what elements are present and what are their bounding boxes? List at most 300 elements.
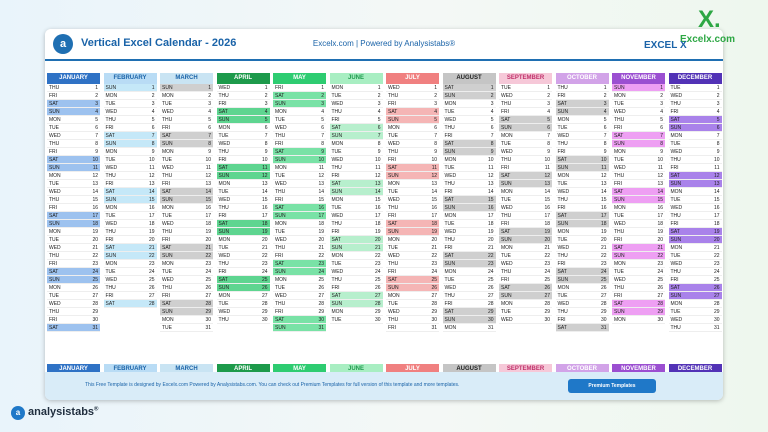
day-cell[interactable]: [217, 244, 270, 252]
day-cell[interactable]: [217, 164, 270, 172]
day-cell[interactable]: [47, 164, 100, 172]
day-cell[interactable]: [386, 188, 439, 196]
day-cell[interactable]: [330, 212, 383, 220]
day-cell[interactable]: [499, 148, 552, 156]
day-cell[interactable]: [556, 180, 609, 188]
day-cell[interactable]: [160, 164, 213, 172]
day-cell[interactable]: [330, 124, 383, 132]
day-cell[interactable]: [386, 132, 439, 140]
day-cell[interactable]: [47, 140, 100, 148]
day-cell[interactable]: [104, 204, 157, 212]
day-cell[interactable]: [443, 124, 496, 132]
day-cell[interactable]: [443, 108, 496, 116]
day-cell[interactable]: [273, 148, 326, 156]
day-cell[interactable]: [330, 156, 383, 164]
day-cell[interactable]: [386, 140, 439, 148]
day-cell[interactable]: [612, 156, 665, 164]
day-cell[interactable]: [104, 196, 157, 204]
day-cell[interactable]: [47, 236, 100, 244]
day-cell[interactable]: [217, 276, 270, 284]
day-cell[interactable]: [273, 276, 326, 284]
day-cell[interactable]: [669, 196, 722, 204]
day-cell[interactable]: [443, 172, 496, 180]
day-cell[interactable]: [273, 316, 326, 324]
day-cell[interactable]: [330, 172, 383, 180]
day-cell[interactable]: [330, 300, 383, 308]
premium-templates-button[interactable]: Premium Templates: [568, 379, 656, 393]
day-cell[interactable]: [104, 276, 157, 284]
day-cell[interactable]: [104, 84, 157, 92]
day-cell[interactable]: [556, 92, 609, 100]
day-cell[interactable]: [386, 108, 439, 116]
day-cell[interactable]: [217, 228, 270, 236]
day-cell[interactable]: [330, 116, 383, 124]
day-cell[interactable]: [217, 236, 270, 244]
day-cell[interactable]: [556, 164, 609, 172]
day-cell[interactable]: [669, 140, 722, 148]
day-cell[interactable]: [273, 308, 326, 316]
day-cell[interactable]: [104, 156, 157, 164]
day-cell[interactable]: [330, 84, 383, 92]
day-cell[interactable]: [499, 284, 552, 292]
day-cell[interactable]: [612, 196, 665, 204]
day-cell[interactable]: [330, 180, 383, 188]
day-cell[interactable]: [612, 268, 665, 276]
day-cell[interactable]: [160, 276, 213, 284]
day-cell[interactable]: [386, 220, 439, 228]
day-cell[interactable]: [330, 204, 383, 212]
day-cell[interactable]: [273, 268, 326, 276]
day-cell[interactable]: [386, 100, 439, 108]
day-cell[interactable]: [160, 172, 213, 180]
day-cell[interactable]: [330, 260, 383, 268]
day-cell[interactable]: [104, 116, 157, 124]
day-cell[interactable]: [443, 84, 496, 92]
day-cell[interactable]: [160, 324, 213, 332]
day-cell[interactable]: [499, 260, 552, 268]
day-cell[interactable]: [443, 252, 496, 260]
day-cell[interactable]: [160, 300, 213, 308]
day-cell[interactable]: [556, 236, 609, 244]
day-cell[interactable]: [217, 316, 270, 324]
day-cell[interactable]: [443, 196, 496, 204]
day-cell[interactable]: [160, 292, 213, 300]
day-cell[interactable]: [386, 268, 439, 276]
day-cell[interactable]: [443, 188, 496, 196]
day-cell[interactable]: [612, 228, 665, 236]
day-cell[interactable]: [47, 188, 100, 196]
day-cell[interactable]: [104, 188, 157, 196]
day-cell[interactable]: [499, 196, 552, 204]
day-cell[interactable]: [330, 220, 383, 228]
day-cell[interactable]: [499, 236, 552, 244]
day-cell[interactable]: [47, 180, 100, 188]
day-cell[interactable]: [273, 116, 326, 124]
day-cell[interactable]: [386, 236, 439, 244]
day-cell[interactable]: [499, 172, 552, 180]
day-cell[interactable]: [612, 212, 665, 220]
day-cell[interactable]: [273, 164, 326, 172]
day-cell[interactable]: [556, 196, 609, 204]
day-cell[interactable]: [612, 300, 665, 308]
day-cell[interactable]: [556, 260, 609, 268]
day-cell[interactable]: [386, 164, 439, 172]
day-cell[interactable]: [160, 308, 213, 316]
day-cell[interactable]: [330, 284, 383, 292]
day-cell[interactable]: [104, 140, 157, 148]
day-cell[interactable]: [556, 108, 609, 116]
day-cell[interactable]: [669, 172, 722, 180]
day-cell[interactable]: [669, 92, 722, 100]
day-cell[interactable]: [612, 252, 665, 260]
day-cell[interactable]: [612, 316, 665, 324]
day-cell[interactable]: [160, 180, 213, 188]
day-cell[interactable]: [499, 316, 552, 324]
day-cell[interactable]: [612, 84, 665, 92]
day-cell[interactable]: [612, 204, 665, 212]
day-cell[interactable]: [669, 84, 722, 92]
day-cell[interactable]: [104, 252, 157, 260]
day-cell[interactable]: [443, 268, 496, 276]
day-cell[interactable]: [160, 252, 213, 260]
day-cell[interactable]: [330, 108, 383, 116]
day-cell[interactable]: [330, 292, 383, 300]
day-cell[interactable]: [104, 172, 157, 180]
day-cell[interactable]: [443, 148, 496, 156]
day-cell[interactable]: [443, 220, 496, 228]
day-cell[interactable]: [443, 284, 496, 292]
day-cell[interactable]: [669, 292, 722, 300]
day-cell[interactable]: [104, 100, 157, 108]
day-cell[interactable]: [612, 140, 665, 148]
day-cell[interactable]: [443, 92, 496, 100]
day-cell[interactable]: [160, 260, 213, 268]
day-cell[interactable]: [47, 204, 100, 212]
day-cell[interactable]: [47, 172, 100, 180]
day-cell[interactable]: [669, 212, 722, 220]
day-cell[interactable]: [612, 276, 665, 284]
day-cell[interactable]: [669, 156, 722, 164]
day-cell[interactable]: [499, 220, 552, 228]
day-cell[interactable]: [160, 316, 213, 324]
day-cell[interactable]: [499, 292, 552, 300]
day-cell[interactable]: [556, 140, 609, 148]
day-cell[interactable]: [217, 268, 270, 276]
day-cell[interactable]: [669, 220, 722, 228]
day-cell[interactable]: [330, 164, 383, 172]
day-cell[interactable]: [217, 180, 270, 188]
day-cell[interactable]: [499, 132, 552, 140]
day-cell[interactable]: [160, 148, 213, 156]
day-cell[interactable]: [160, 244, 213, 252]
day-cell[interactable]: [273, 228, 326, 236]
day-cell[interactable]: [612, 172, 665, 180]
day-cell[interactable]: [669, 164, 722, 172]
day-cell[interactable]: [330, 268, 383, 276]
day-cell[interactable]: [160, 132, 213, 140]
day-cell[interactable]: [443, 164, 496, 172]
day-cell[interactable]: [330, 100, 383, 108]
day-cell[interactable]: [47, 212, 100, 220]
day-cell[interactable]: [612, 124, 665, 132]
day-cell[interactable]: [217, 292, 270, 300]
day-cell[interactable]: [104, 132, 157, 140]
day-cell[interactable]: [217, 124, 270, 132]
day-cell[interactable]: [47, 260, 100, 268]
day-cell[interactable]: [443, 324, 496, 332]
day-cell[interactable]: [104, 260, 157, 268]
day-cell[interactable]: [160, 84, 213, 92]
day-cell[interactable]: [217, 260, 270, 268]
day-cell[interactable]: [104, 236, 157, 244]
day-cell[interactable]: [160, 268, 213, 276]
day-cell[interactable]: [104, 220, 157, 228]
day-cell[interactable]: [217, 140, 270, 148]
day-cell[interactable]: [386, 244, 439, 252]
day-cell[interactable]: [386, 324, 439, 332]
day-cell[interactable]: [386, 124, 439, 132]
day-cell[interactable]: [273, 124, 326, 132]
day-cell[interactable]: [47, 308, 100, 316]
day-cell[interactable]: [499, 140, 552, 148]
day-cell[interactable]: [217, 108, 270, 116]
day-cell[interactable]: [104, 244, 157, 252]
day-cell[interactable]: [612, 180, 665, 188]
day-cell[interactable]: [47, 108, 100, 116]
day-cell[interactable]: [443, 316, 496, 324]
day-cell[interactable]: [669, 300, 722, 308]
day-cell[interactable]: [669, 228, 722, 236]
day-cell[interactable]: [669, 308, 722, 316]
day-cell[interactable]: [443, 204, 496, 212]
day-cell[interactable]: [556, 276, 609, 284]
day-cell[interactable]: [556, 148, 609, 156]
day-cell[interactable]: [47, 244, 100, 252]
day-cell[interactable]: [160, 228, 213, 236]
day-cell[interactable]: [669, 284, 722, 292]
day-cell[interactable]: [499, 228, 552, 236]
day-cell[interactable]: [273, 84, 326, 92]
day-cell[interactable]: [443, 308, 496, 316]
day-cell[interactable]: [556, 204, 609, 212]
day-cell[interactable]: [669, 108, 722, 116]
day-cell[interactable]: [47, 276, 100, 284]
day-cell[interactable]: [443, 260, 496, 268]
day-cell[interactable]: [556, 212, 609, 220]
day-cell[interactable]: [47, 156, 100, 164]
day-cell[interactable]: [499, 92, 552, 100]
day-cell[interactable]: [612, 260, 665, 268]
day-cell[interactable]: [669, 148, 722, 156]
day-cell[interactable]: [160, 284, 213, 292]
day-cell[interactable]: [104, 92, 157, 100]
day-cell[interactable]: [386, 276, 439, 284]
day-cell[interactable]: [104, 108, 157, 116]
day-cell[interactable]: [612, 220, 665, 228]
day-cell[interactable]: [556, 124, 609, 132]
day-cell[interactable]: [669, 180, 722, 188]
day-cell[interactable]: [104, 212, 157, 220]
day-cell[interactable]: [669, 100, 722, 108]
day-cell[interactable]: [217, 300, 270, 308]
day-cell[interactable]: [443, 212, 496, 220]
day-cell[interactable]: [330, 252, 383, 260]
day-cell[interactable]: [612, 108, 665, 116]
day-cell[interactable]: [104, 292, 157, 300]
day-cell[interactable]: [499, 308, 552, 316]
day-cell[interactable]: [669, 260, 722, 268]
day-cell[interactable]: [499, 268, 552, 276]
day-cell[interactable]: [273, 132, 326, 140]
day-cell[interactable]: [104, 148, 157, 156]
day-cell[interactable]: [217, 220, 270, 228]
day-cell[interactable]: [273, 92, 326, 100]
day-cell[interactable]: [160, 100, 213, 108]
day-cell[interactable]: [47, 300, 100, 308]
day-cell[interactable]: [217, 196, 270, 204]
day-cell[interactable]: [556, 116, 609, 124]
day-cell[interactable]: [386, 212, 439, 220]
day-cell[interactable]: [443, 180, 496, 188]
day-cell[interactable]: [104, 164, 157, 172]
day-cell[interactable]: [273, 188, 326, 196]
day-cell[interactable]: [217, 156, 270, 164]
day-cell[interactable]: [160, 156, 213, 164]
day-cell[interactable]: [330, 276, 383, 284]
day-cell[interactable]: [443, 100, 496, 108]
day-cell[interactable]: [160, 108, 213, 116]
day-cell[interactable]: [217, 116, 270, 124]
day-cell[interactable]: [217, 204, 270, 212]
day-cell[interactable]: [612, 116, 665, 124]
day-cell[interactable]: [47, 116, 100, 124]
day-cell[interactable]: [160, 196, 213, 204]
day-cell[interactable]: [386, 180, 439, 188]
day-cell[interactable]: [556, 156, 609, 164]
day-cell[interactable]: [273, 292, 326, 300]
day-cell[interactable]: [499, 204, 552, 212]
day-cell[interactable]: [386, 116, 439, 124]
day-cell[interactable]: [386, 316, 439, 324]
day-cell[interactable]: [386, 92, 439, 100]
day-cell[interactable]: [386, 172, 439, 180]
day-cell[interactable]: [386, 196, 439, 204]
day-cell[interactable]: [556, 220, 609, 228]
day-cell[interactable]: [556, 316, 609, 324]
day-cell[interactable]: [499, 276, 552, 284]
day-cell[interactable]: [273, 260, 326, 268]
day-cell[interactable]: [47, 316, 100, 324]
day-cell[interactable]: [499, 100, 552, 108]
day-cell[interactable]: [217, 308, 270, 316]
day-cell[interactable]: [330, 244, 383, 252]
day-cell[interactable]: [273, 108, 326, 116]
day-cell[interactable]: [612, 244, 665, 252]
day-cell[interactable]: [556, 172, 609, 180]
day-cell[interactable]: [499, 300, 552, 308]
day-cell[interactable]: [273, 324, 326, 332]
day-cell[interactable]: [273, 220, 326, 228]
day-cell[interactable]: [612, 132, 665, 140]
day-cell[interactable]: [669, 316, 722, 324]
day-cell[interactable]: [669, 276, 722, 284]
day-cell[interactable]: [386, 308, 439, 316]
day-cell[interactable]: [330, 140, 383, 148]
day-cell[interactable]: [556, 228, 609, 236]
day-cell[interactable]: [612, 100, 665, 108]
day-cell[interactable]: [499, 164, 552, 172]
day-cell[interactable]: [47, 124, 100, 132]
day-cell[interactable]: [273, 100, 326, 108]
day-cell[interactable]: [217, 284, 270, 292]
day-cell[interactable]: [330, 92, 383, 100]
day-cell[interactable]: [47, 284, 100, 292]
day-cell[interactable]: [217, 132, 270, 140]
day-cell[interactable]: [499, 84, 552, 92]
day-cell[interactable]: [556, 252, 609, 260]
day-cell[interactable]: [386, 292, 439, 300]
day-cell[interactable]: [273, 204, 326, 212]
day-cell[interactable]: [499, 212, 552, 220]
day-cell[interactable]: [443, 276, 496, 284]
day-cell[interactable]: [47, 148, 100, 156]
day-cell[interactable]: [273, 140, 326, 148]
day-cell[interactable]: [556, 268, 609, 276]
day-cell[interactable]: [273, 180, 326, 188]
day-cell[interactable]: [160, 220, 213, 228]
day-cell[interactable]: [47, 132, 100, 140]
day-cell[interactable]: [104, 124, 157, 132]
day-cell[interactable]: [612, 92, 665, 100]
day-cell[interactable]: [273, 156, 326, 164]
day-cell[interactable]: [47, 220, 100, 228]
day-cell[interactable]: [217, 212, 270, 220]
day-cell[interactable]: [273, 212, 326, 220]
day-cell[interactable]: [386, 284, 439, 292]
day-cell[interactable]: [556, 292, 609, 300]
day-cell[interactable]: [443, 140, 496, 148]
day-cell[interactable]: [556, 300, 609, 308]
day-cell[interactable]: [104, 180, 157, 188]
day-cell[interactable]: [669, 124, 722, 132]
day-cell[interactable]: [669, 244, 722, 252]
day-cell[interactable]: [612, 308, 665, 316]
day-cell[interactable]: [386, 148, 439, 156]
day-cell[interactable]: [556, 244, 609, 252]
day-cell[interactable]: [330, 236, 383, 244]
day-cell[interactable]: [273, 252, 326, 260]
day-cell[interactable]: [160, 124, 213, 132]
day-cell[interactable]: [386, 260, 439, 268]
day-cell[interactable]: [273, 172, 326, 180]
day-cell[interactable]: [47, 100, 100, 108]
day-cell[interactable]: [499, 116, 552, 124]
day-cell[interactable]: [556, 84, 609, 92]
day-cell[interactable]: [669, 324, 722, 332]
day-cell[interactable]: [160, 140, 213, 148]
day-cell[interactable]: [499, 180, 552, 188]
day-cell[interactable]: [443, 236, 496, 244]
day-cell[interactable]: [330, 316, 383, 324]
day-cell[interactable]: [499, 156, 552, 164]
day-cell[interactable]: [669, 204, 722, 212]
day-cell[interactable]: [386, 156, 439, 164]
day-cell[interactable]: [669, 268, 722, 276]
day-cell[interactable]: [443, 228, 496, 236]
day-cell[interactable]: [499, 188, 552, 196]
day-cell[interactable]: [217, 148, 270, 156]
day-cell[interactable]: [330, 148, 383, 156]
